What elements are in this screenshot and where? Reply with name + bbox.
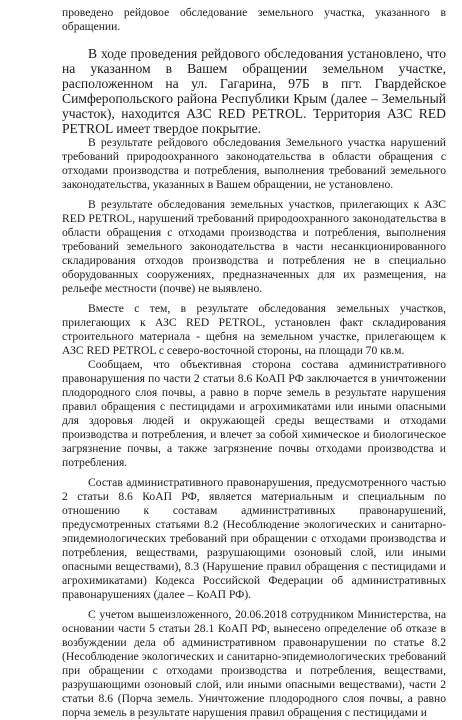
paragraph-offense-composition: Состав административного правонарушения, предусмотренного частью 2 статьи 8.6 КоАП РФ, является материальным и специальным по отношению к составам административных правонарушений, предусмотренных статьями 8.2 (Несоблюдение экологических и санитарно-эпидемиологических требований при обращении с отходами производства и потребления, веществами, разрушающими озоновый слой, или иными опасными веществами), 8.3 (Нарушение правил обращения с пестицидами и агрохимикатами) Кодекса Российской Федерации об административных правонарушениях (далее – КоАП РФ). [62,476,446,601]
paragraph-inspection-result: В ходе проведения рейдового обследования установлено, что на указанном в Вашем обращении земельном участке, расположенном на ул. Гагарина, 97Б в пгт. Гвардейское Симферопольского района Республики Крым (далее – Земельный участок), находится АЗС RED PETROL. Территория АЗС RED PETROL имеет твердое покрытие. [62,46,446,136]
paragraph-intro: проведено рейдовое обследование земельного участка, указанного в обращении. [62,6,446,33]
spacer [62,34,446,46]
paragraph-adjacent-plots: В результате обследования земельных участков, прилегающих к АЗС RED PETROL, нарушений требований природоохранного законодательства в области обращения с отходами производства и потребления, выполнения требований земельного законодательства в части несанкционированного складирования отходов производства и потребления не в специально оборудованных сооружениях, предназначенных для их размещения, на рельефе местности (почве) не выявлено. [62,198,446,295]
paragraph-objective-side: Сообщаем, что объективная сторона состава административного правонарушения по части 2 статьи 8.6 КоАП РФ заключается в уничтожении плодородного слоя почвы, а равно в порче земель в результате нарушения правил обращения с пестицидами и агрохимикатами или иными опасными для здоровья людей и окружающей среды веществами и отходами производства и потребления, и влечет за собой химическое и биологическое загрязнение почвы, а также загрязнение почвы отходами производства и потребления. [62,358,446,469]
paragraph-conclusion: С учетом вышеизложенного, 20.06.2018 сотрудником Министерства, на основании части 5 статьи 28.1 КоАП РФ, вынесено определение об отказе в возбуждении дела об административном правонарушении по статье 8.2 (Несоблюдение экологических и санитарно-эпидемиологических требований при обращении с отходами производства и потребления, веществами, разрушающими озоновый слой, или иными опасными веществами), части 2 статьи 8.6 (Порча земель. Уничтожение плодородного слоя почвы, а равно порча земель в результате нарушения правил обращения с пестицидами и [62,608,446,719]
paragraph-gravel-storage: Вместе с тем, в результате обследования земельных участков, прилегающих к АЗС RED PETROL, установлен факт складирования строительного материала - щебня на земельном участке, прилегающем к АЗС RED PETROL с северо-восточной стороны, на площади 70 кв.м. [62,302,446,357]
paragraph-no-violations: В результате рейдового обследования Земельного участка нарушений требований природоохранного законодательства в области обращения с отходами производства и потребления, выполнения требований земельного законодательства, указанных в Вашем обращении, не установлено. [62,136,446,191]
